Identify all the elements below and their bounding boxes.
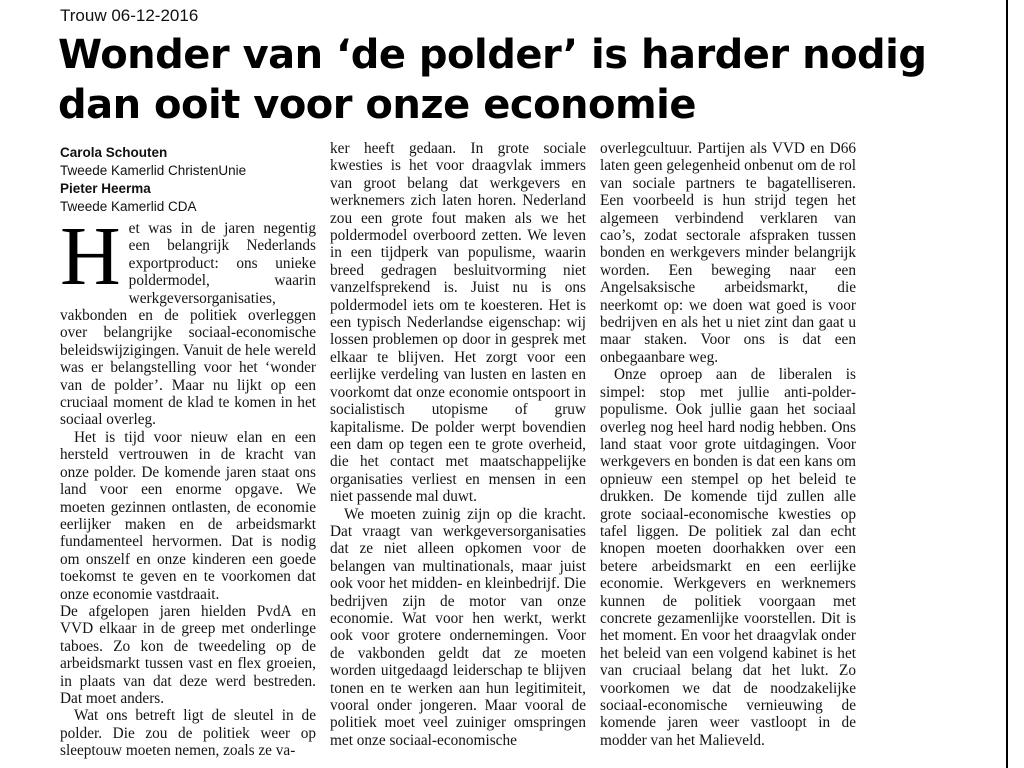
scan-edge-rule [1006, 0, 1008, 768]
article-paragraph: We moeten zuinig zijn op die kracht. Dat vraagt van werkgeversorganisaties dat ze niet alleen opkomen voor de belangen van multinationals, maar juist ook voor het midden- en kleinbedrijf. Die bedrijven zijn de motor van onze economie. Wat voor hen werkt, werkt ook voor grotere ondernemingen. Voor de vakbonden geldt dat ze moeten worden uitgedaagd leiderschap te blijven tonen en te werken aan hun legitimiteit, vooral onder jongeren. Maar vooral de politiek moet veel zuiniger omspringen met onze sociaal-economische [330, 505, 586, 749]
author-name: Pieter Heerma [60, 181, 151, 196]
article-paragraph: Wat ons betreft ligt de sleutel in de polder. Die zou de politiek weer op sleeptouw moeten nemen, zoals ze va- [60, 707, 316, 760]
byline [60, 144, 320, 216]
article-paragraph [60, 210, 316, 429]
article-column-3 [600, 140, 856, 749]
article-column-2 [330, 140, 586, 749]
author-role: Tweede Kamerlid ChristenUnie [60, 163, 247, 178]
article-paragraph: overlegcultuur. Partijen als VVD en D66 laten geen gelegenheid onbenut om de rol van sociale partners te bagatelliseren. Een voorbeeld is hun strijd tegen het algemeen verbindend verklaren van cao’s, zodat sectorale afspraken tussen bonden en werkgevers minder belangrijk worden. Een beweging naar een Angelsaksische arbeidsmarkt, die neerkomt op: we doen wat goed is voor bedrijven en als het u niet zint dan gaat u maar staken. Voor ons is dat een onbegaanbare weg. [600, 140, 856, 366]
paragraph-text: et was in de jaren negentig een belangrijk Nederlands exportproduct: ons unieke poldermodel, waarin werkgeversorganisaties, vakbonden en de politiek overleggen over belangrijke sociaal-economische beleidswijzigingen. Vanuit de hele wereld was er belangstelling voor het ‘wonder van de polder’. Maar nu lijkt op een cruciaal moment de klad te komen in het sociaal overleg. [60, 220, 316, 429]
clipping-source: Trouw 06-12-2016 [60, 6, 199, 25]
dropcap: H [60, 210, 121, 303]
article-paragraph: De afgelopen jaren hielden PvdA en VVD elkaar in de greep met onderlinge taboes. Zo kon de tweedeling op de arbeidsmarkt tussen vast en flex groeien, in plaats van dat deze werd bestreden. Dat moet anders. [60, 602, 316, 707]
author-name: Carola Schouten [60, 145, 168, 160]
article-paragraph: Het is tijd voor nieuw elan en een hersteld vertrouwen in de kracht van onze polder. De komende jaren staat ons land voor een enorme opgave. We moeten gezinnen ontlasten, de economie eerlijker maken en de arbeidsmarkt fundamenteel hervormen. Dat is nodig om onszelf en onze kinderen een goede toekomst te geven en te voorkomen dat onze economie vastdraait. [60, 428, 316, 603]
article-column-1 [60, 210, 316, 760]
headline: Wonder van ‘de polder’ is harder nodig dan ooit voor onze economie [58, 32, 927, 128]
author-role: Tweede Kamerlid CDA [60, 199, 197, 214]
article-paragraph: Onze oproep aan de liberalen is simpel: stop met jullie anti-polder-populisme. Ook jullie gaan het sociaal overleg nog heel hard nodig hebben. Ons land staat voor grote uitdagingen. Voor werkgevers en bonden is dat een kans om opnieuw een stempel op het beleid te drukken. De komende tijd zullen alle grote sociaal-economische kwesties op tafel liggen. De politiek zal dan echt knopen moeten doorhakken over een betere arbeidsmarkt en een eerlijke economie. Werkgevers en werknemers kunnen de politiek voorgaan met concrete gezamenlijke voorstellen. Dit is het moment. En voor het draagvlak onder het beleid van een volgend kabinet is het van cruciaal belang dat het lukt. Zo voorkomen we dat de noodzakelijke sociaal-economische vernieuwing de komende jaren weer vastloopt in de modder van het Malieveld. [600, 366, 856, 749]
article-paragraph: ker heeft gedaan. In grote sociale kwesties is het voor draagvlak immers van groot belang dat werkgevers en werknemers zich laten horen. Nederland zou een grote fout maken als we het poldermodel overboord zetten. We leven in een tijdperk van populisme, waarin breed gedragen besluitvorming niet vanzelfsprekend is. Juist nu is ons poldermodel iets om te koesteren. Het is een typisch Nederlandse eigenschap: wij lossen problemen op door in gesprek met elkaar te blijven. Het zorgt voor een eerlijke verdeling van lusten en lasten en voorkomt dat onze economie ontspoort in socialistisch utopisme of gruw kapitalisme. De polder werpt bovendien een dam op tegen een te grote overheid, die het contact met maatschappelijke organisaties verliest en mensen in een niet passende mal duwt. [330, 140, 586, 506]
